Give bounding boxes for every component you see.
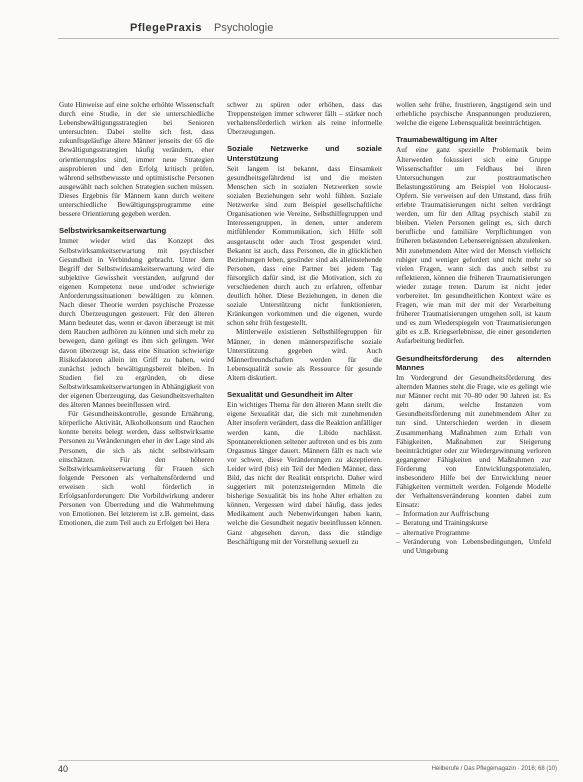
section-heading: Selbstwirksamkeitserwartung xyxy=(59,226,167,236)
paragraph: Ein wichtiges Thema für den älteren Mann stellt die eigene Sexualität dar, die sich mit zunehmenden Alter insofern verändert, dass die Reaktion anfälliger werden kann, die Libido nachlässt. Spontanerektionen seltener auftreten und es bis zum Orgasmus länger dauert. Männern fällt es nach wie vor schwer, diese Veränderungen zu akzeptieren. Leider wird (bis) ein Teil der Medien Männer, dass Bild, das nicht der Realität entspricht. Daher wird suggeriert mit potenzsteigernden Mitteln die bisherige Sexualität bis ins hohe Alter erhalten zu können. Vergessen wird dabei häufig, dass jedes Medikament auch Nebenwirkungen haben kann, welche die Gesundheit negativ beeinflussen können. Ganz abgesehen davon, dass die ständige Beschäftigung mit der Vorstellung sexuell zu xyxy=(227,400,383,546)
paragraph: Immer wieder wird das Konzept des Selbstwirksamkeitserwartung mit psychischer Gesundheit in Verbindung gebracht. Unter dem Begriff der Selbstwirksamkeitserwartung wird die subjektive Gewissheit verstanden, aufgrund der eigenen Kompetenz neue und/oder schwierige Anforderungssituationen bewältigen zu können. Nach dieser Theorie werden psychische Prozesse durch Überzeugungen gesteuert. Für den älteren Mann bedeutet das, wenn er davon überzeugt ist mit dem Rauchen aufhören zu können und sich mehr zu bewegen, dann gelingt es ihm sich gelingen. Wer davon überzeugt ist, dass eine Situation schwierige Risikofaktoren allein im Griff zu haben, wird zunächst jedoch bewältigungsbereit bleiben. In Studien fiel zu ergründen, ob diese Selbstwirksamkeitserwartungen in Abhängigkeit von der eigenen Überzeugung, das Gesundheitsverhalten des älteren Mannes beeinflussen wird. xyxy=(59,236,214,410)
section-heading: Soziale Netzwerke und soziale Unterstützung xyxy=(227,144,382,163)
header-rule xyxy=(58,38,559,39)
paragraph: Für Gesundheitskontrolle, gesunde Ernährung, körperliche Aktivität, Alkoholkonsum und Rauchen konnte bereits belegt werden, dass selbstwirksame Personen zu Veränderungen eher in der Lage sind als Personen, die sich als nicht selbstwirksam einschätzen. Für den höheren Selbstwirksamkeitserwartung für Frauen sich folgende Personen als verhaltensfördernd und erweisen sich wohl förderlich in Erfolgsanforderungen: Die Vorbildwirkung anderer Personen von Überredung und die Wahrnehmung von Emotionen. Bei letzterem ist z.B. gemeint, dass Emotionen, die zum Teil auch zu Erfolgen bei Hera xyxy=(59,409,214,528)
section-heading: Traumabewältigung im Alter xyxy=(396,135,498,145)
page-footer xyxy=(0,750,583,782)
page-header xyxy=(0,0,583,40)
column-2 xyxy=(227,100,382,546)
paragraph: schwer zu spüren oder erhöhen, dass das Treppensteigen immer schwerer fällt – stärker noch verhaltensförderlich wirken als reine informelle Überzeugungen. xyxy=(227,100,382,137)
paragraph: Auf eine ganz spezielle Problematik beim Älterwerden fokussiert sich eine Gruppe Wissenschaftler um Feldhaus bei ihren Untersuchungen zur posttraumatischen Belastungsstörung am Beispiel von Holocaust-Opfern. Sie verweisen auf den Umstand, dass früh erlebte Traumatisierungen nicht selten verdrängt werden, um für den Alltag psychisch stabil zu bleiben. Vielen Personen gelingt es, sich durch berufliche und familiäre Verpflichtungen von früheren belastenden Lebensereignissen abzulenken. Mit zunehmendem Alter wird der Mensch vielleicht ruhiger und weniger gefordert und nicht mehr so vielen Fragen, wann sich das auch selbst zu reflektieren, können die früheren Traumatisierungen wieder zutage treten. Darum ist nicht jeder vorbereitet. Im gesundheitlichen Kontext wäre es Fragen, wie man mit der mit der Verarbeitung früherer Traumatisierungen umgehen soll, ist kaum und es zum Wiederspiegeln von Traumatisierungen gibt es z.B. Kriegserlebnisse, die einer gesonderten Aufarbeitung bedürfen. xyxy=(396,145,551,346)
page-number: 40 xyxy=(58,764,69,774)
magazine-brand: PflegePraxis xyxy=(130,22,203,34)
section-heading: Gesundheitsförderung des alternden Mannes xyxy=(396,353,551,372)
paragraph: wollen sehr frühe, frustrieren, ängstigend sein und erhebliche psychische Anspannungen produzieren, welche die eigene Lebensqualität beeinträchtigen. xyxy=(396,100,551,128)
bullet-list xyxy=(396,509,551,554)
paragraph: Seit langem ist bekannt, dass Einsamkeit gesundheitsgefährdend ist und die meisten Menschen sich in sozialen Netzwerken sowie sozialen Beziehungen sehr wohl fühlen. Soziale Netzwerke sind zum Beispiel gesellschaftliche Organisationen wie Vereine, Selbsthilfegruppen und Interessengruppen, in denen, unter anderem mitfühlender Kommunikation, sich Hilfe soll ausgetauscht oder auch Trost gespendet wird. Bekannt ist auch, dass Personen, die in glücklichen Beziehungen leben, gesünder sind als alleinstehende Personen, dass eine Partner bei jedem Tag fürsorglich dafür sind, ist die Motivation, sich zu verschiedenen durch auch zu erfahren, offenbar deutlich höher. Diese Beziehungen, in denen die soziale Unterstützung nicht funktionieren, Kränkungen vorkommen und die eigenen, wurde schon sehr früh festgestellt. xyxy=(227,163,382,328)
list-item: – Information zur Auffrischung xyxy=(396,509,551,518)
paragraph: Im Vordergrund der Gesundheitsförderung des alternden Mannes steht die Frage, wie es gelingt wie nur Männer recht mit 70–80 oder 90 Jahren ist. Es geht darum, welche Instanzen vom Gesundheitsförderung mit zunehmendem Alter zu tun sind. Unterschieden werden in diesem Zusammenhang Maßnahmen zum Erhalt von Fähigkeiten, Maßnahmen zur Steigerung beeinträchtigter oder zur Wiedergewinnung verloren gegangener Fähigkeiten und Maßnahmen zur Förderung von Entwicklungspotenzialen, insbesondere Hilfe bei der Entwicklung neuer Fähigkeiten vermittelt werden. Folgende Modelle der Verhaltensveränderung konnten dabei zum Einsatz: xyxy=(396,372,551,510)
paragraph: Gute Hinweise auf eine solche erhöhte Wissenschaft durch eine Studie, in der sie unterschiedliche Lebensbewältigungsstrategien bei Senioren untersuchten. Dabei stellte sich fest, dass zukunftsgeläufige ältere Männer jenseits der 65 die Bewältigungsstrategien häufig verändern, eher orientierungslos sind, immer neue Strategien ausprobieren und den Erfolg kritisch prüfen, während selbstbewusste und optimistische Personen ausgewählt nach solchen Strategien suchen müssen. Dieses Ergebnis für Männern kann durch weitere unterschiedliche Bewältigungsprogramme eine bessere Orientierung gegeben werden. xyxy=(59,100,214,219)
list-item: – Veränderung von Lebensbedingungen, Umfeld und Umgebung xyxy=(396,537,551,555)
section-rubric: Psychologie xyxy=(214,22,274,34)
paragraph: Mittlerweile existieren Selbsthilfegruppen für Männer, in denen männerspezifische soziale Unterstützung gegeben wird. Auch Männerfreundschaften werden für die Lebensqualität sowie als Ressource für gesunde Altern diskutiert. xyxy=(227,327,382,382)
column-3 xyxy=(396,100,551,555)
footer-rule xyxy=(58,760,559,761)
list-item: – alternative Programme xyxy=(396,528,551,537)
journal-citation: Heilberufe / Das Pflegemagazin · 2016; 68 (10) xyxy=(431,766,557,772)
list-item: – Beratung und Trainingskurse xyxy=(396,518,551,527)
section-heading: Sexualität und Gesundheit im Alter xyxy=(227,390,353,400)
column-1 xyxy=(59,100,214,527)
